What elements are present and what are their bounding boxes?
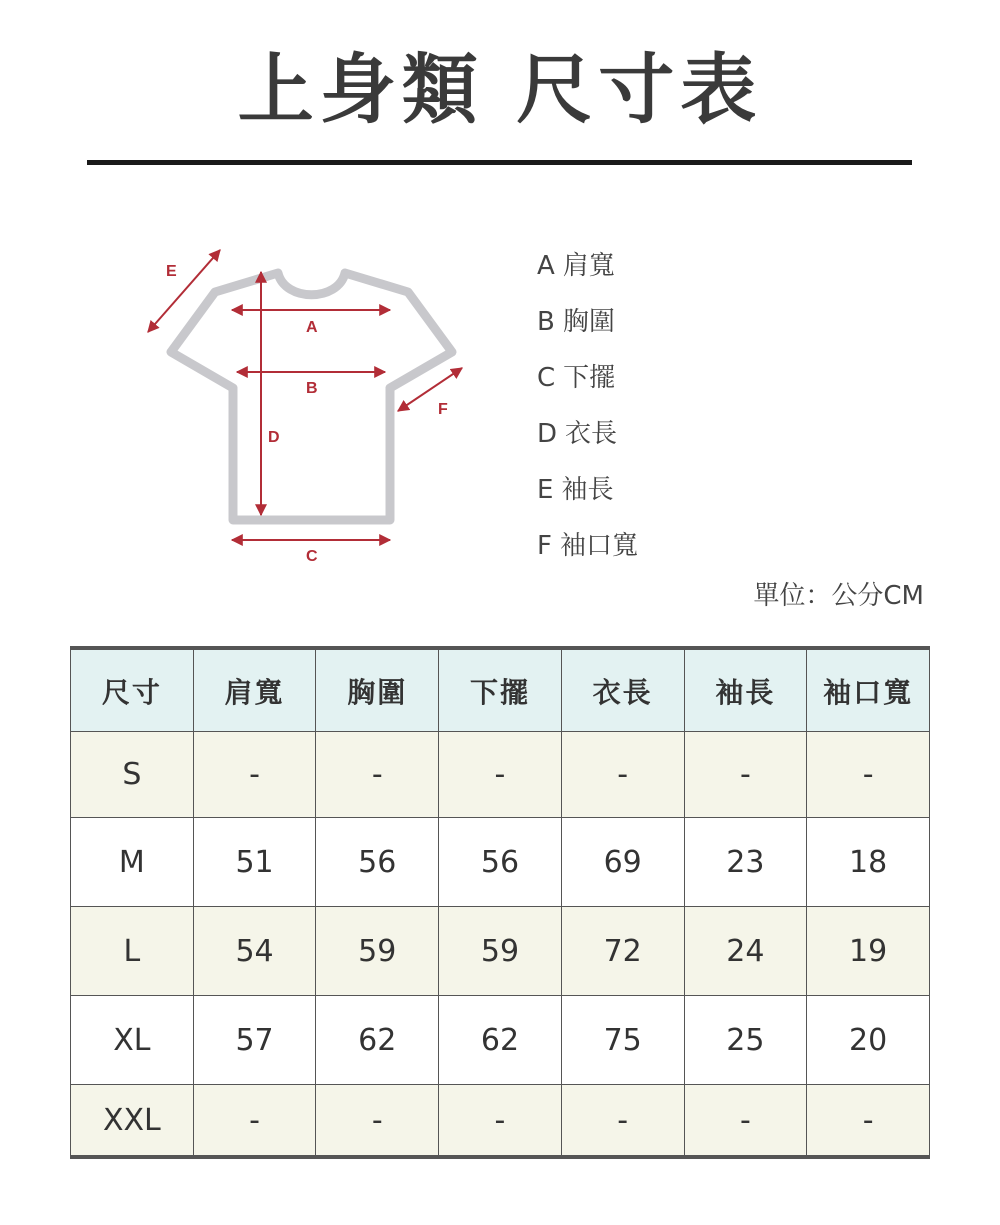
header-chest: 胸圍: [316, 648, 439, 732]
table-cell: -: [561, 1085, 684, 1158]
legend-item-c: C 下擺: [537, 363, 616, 393]
size-cell: L: [71, 907, 194, 996]
table-cell: 57: [193, 996, 316, 1085]
table-cell: -: [193, 1085, 316, 1158]
legend-item-e: E 袖長: [537, 475, 614, 505]
table-cell: 59: [316, 907, 439, 996]
header-size: 尺寸: [71, 648, 194, 732]
table-cell: 51: [193, 818, 316, 907]
table-cell: 56: [316, 818, 439, 907]
table-cell: 59: [439, 907, 562, 996]
diagram-label-a: A: [306, 319, 318, 336]
table-row: [71, 818, 930, 907]
diagram-label-d: D: [268, 429, 280, 446]
table-row: [71, 907, 930, 996]
size-chart-table: [70, 646, 930, 1159]
table-cell: 54: [193, 907, 316, 996]
diagram-label-e: E: [166, 263, 177, 280]
table-cell: -: [561, 732, 684, 818]
header-shoulder-width: 肩寬: [193, 648, 316, 732]
table-row: [71, 1085, 930, 1158]
table-cell: 23: [684, 818, 807, 907]
size-cell: S: [71, 732, 194, 818]
table-cell: -: [316, 1085, 439, 1158]
table-cell: 75: [561, 996, 684, 1085]
table-cell: 25: [684, 996, 807, 1085]
diagram-label-b: B: [306, 380, 318, 397]
tshirt-measurement-diagram: [140, 240, 470, 570]
header-length: 衣長: [561, 648, 684, 732]
legend-item-b: B 胸圍: [537, 307, 615, 337]
table-cell: 69: [561, 818, 684, 907]
size-cell: M: [71, 818, 194, 907]
legend-item-f: F 袖口寬: [537, 531, 638, 561]
table-cell: 18: [807, 818, 930, 907]
table-cell: -: [193, 732, 316, 818]
header-cuff-width: 袖口寬: [807, 648, 930, 732]
header-sleeve-length: 袖長: [684, 648, 807, 732]
table-cell: 56: [439, 818, 562, 907]
table-cell: -: [684, 732, 807, 818]
table-cell: 62: [316, 996, 439, 1085]
measure-e-arrow: [148, 250, 220, 332]
table-cell: -: [684, 1085, 807, 1158]
legend-item-a: A 肩寬: [537, 251, 615, 281]
table-row: [71, 732, 930, 818]
title-divider: [87, 160, 912, 165]
table-cell: -: [439, 1085, 562, 1158]
diagram-label-c: C: [306, 548, 318, 565]
table-row: [71, 996, 930, 1085]
unit-note: 單位：公分CM: [753, 581, 924, 611]
header-hem: 下擺: [439, 648, 562, 732]
page-title: 上身類 尺寸表: [237, 45, 763, 134]
size-cell: XXL: [71, 1085, 194, 1158]
table-cell: 62: [439, 996, 562, 1085]
table-cell: -: [807, 732, 930, 818]
measurement-legend: [537, 250, 837, 586]
table-cell: -: [439, 732, 562, 818]
table-cell: 72: [561, 907, 684, 996]
table-cell: 19: [807, 907, 930, 996]
diagram-label-f: F: [438, 401, 448, 418]
table-cell: 20: [807, 996, 930, 1085]
table-cell: -: [316, 732, 439, 818]
legend-item-d: D 衣長: [537, 419, 618, 449]
table-header-row: [71, 648, 930, 732]
table-cell: 24: [684, 907, 807, 996]
size-cell: XL: [71, 996, 194, 1085]
table-cell: -: [807, 1085, 930, 1158]
